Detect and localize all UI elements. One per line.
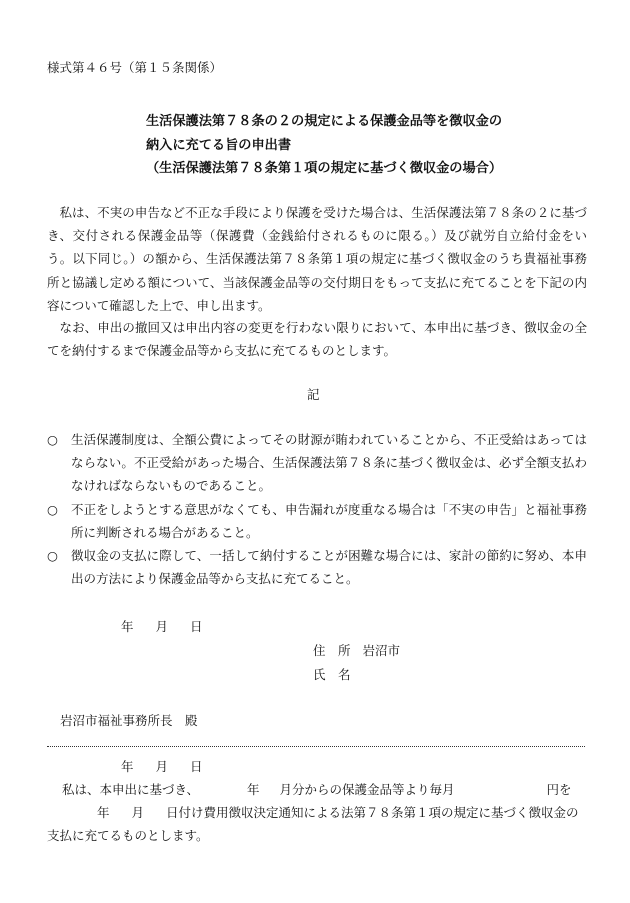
name-label: 氏 名 [313,667,351,682]
year-label: 年 [97,805,110,820]
confirm-line-1 [62,780,572,798]
item-text: 不正をしようとする意思がなくても、申告漏れが度重なる場合は「不実の申告」と福祉事務所に判断される場合があること。 [71,501,587,540]
month-label: 月 [155,619,169,634]
ki-heading: 記 [307,387,320,402]
form-number: 様式第４６号（第１５条関係） [47,60,223,75]
item-text: 生活保護制度は、全額公費によってその財源が賄われていることから、不正受給はあってはならない。不正受給があった場合、生活保護法第７８条に基づく徴収金は、必ず全額支払わなければならないものであること。 [71,432,587,494]
decision-date [121,757,203,775]
year-label: 年 [121,619,134,634]
name-row [313,665,351,683]
address-value: 岩沼市 [362,643,401,658]
list-item [47,428,587,498]
confirm-line-3: 支払に充てるものとします。 [47,828,209,843]
address-row [313,641,400,659]
circle-bullet-icon: ○ [47,432,58,447]
title-line-3: （生活保護法第７８条第１項の規定に基づく徴収金の場合） [146,161,503,176]
paragraph-1-text: 私は、不実の申告など不正な手段により保護を受けた場合は、生活保護法第７８条の２に基づき、交付される保護金品等（保護費（金銭給付されるものに限る。）及び就労自立給付金をいう。以下同じ。）の額から、生活保護法第７８条第１項の規定に基づく徴収金のうち貴福祉事務所と協議し定める額について、当該保護金品等の交付期日をもって支払に充てることを下記の内容について確認した上で、申し出ます。 [47,205,587,313]
confirm-line-2 [97,803,579,821]
confirm-text: 日付け費用徴収決定通知による法第７８条第１項の規定に基づく徴収金の [166,805,579,820]
month-label: 月 [131,805,145,820]
title-line-1: 生活保護法第７８条の２の規定による保護金品等を徴収金の [146,114,503,129]
list-item [47,544,587,590]
year-label: 年 [247,782,260,797]
title-line-2: 納入に充てる旨の申出書 [146,138,292,153]
circle-bullet-icon: ○ [47,501,58,517]
dotted-divider [47,746,585,747]
addressee: 岩沼市福祉事務所長 殿 [60,713,198,728]
month-label: 月 [155,759,169,774]
day-label: 日 [190,759,203,774]
yen-label: 円を [546,782,572,797]
list-item [47,498,587,544]
confirmation-items [47,428,587,590]
paragraph-2-text: なお、申出の撤回又は申出内容の変更を行わない限りにおいて、本申出に基づき、徴収金の全てを納付するまで保護金品等から支払に充てるものとします。 [47,320,587,359]
paragraph-1 [47,201,587,317]
application-date [121,617,203,635]
confirm-text: 月分からの保護金品等より毎月 [279,782,455,797]
year-label: 年 [121,759,134,774]
paragraph-2 [47,316,587,362]
confirm-text: 私は、本申出に基づき、 [62,782,200,797]
item-text: 徴収金の支払に際して、一括して納付することが困難な場合には、家計の節約に努め、本申出の方法により保護金品等から支払に充てること。 [71,548,587,587]
day-label: 日 [190,619,203,634]
circle-bullet-icon: ○ [47,548,58,564]
address-label: 住 所 [313,643,351,658]
